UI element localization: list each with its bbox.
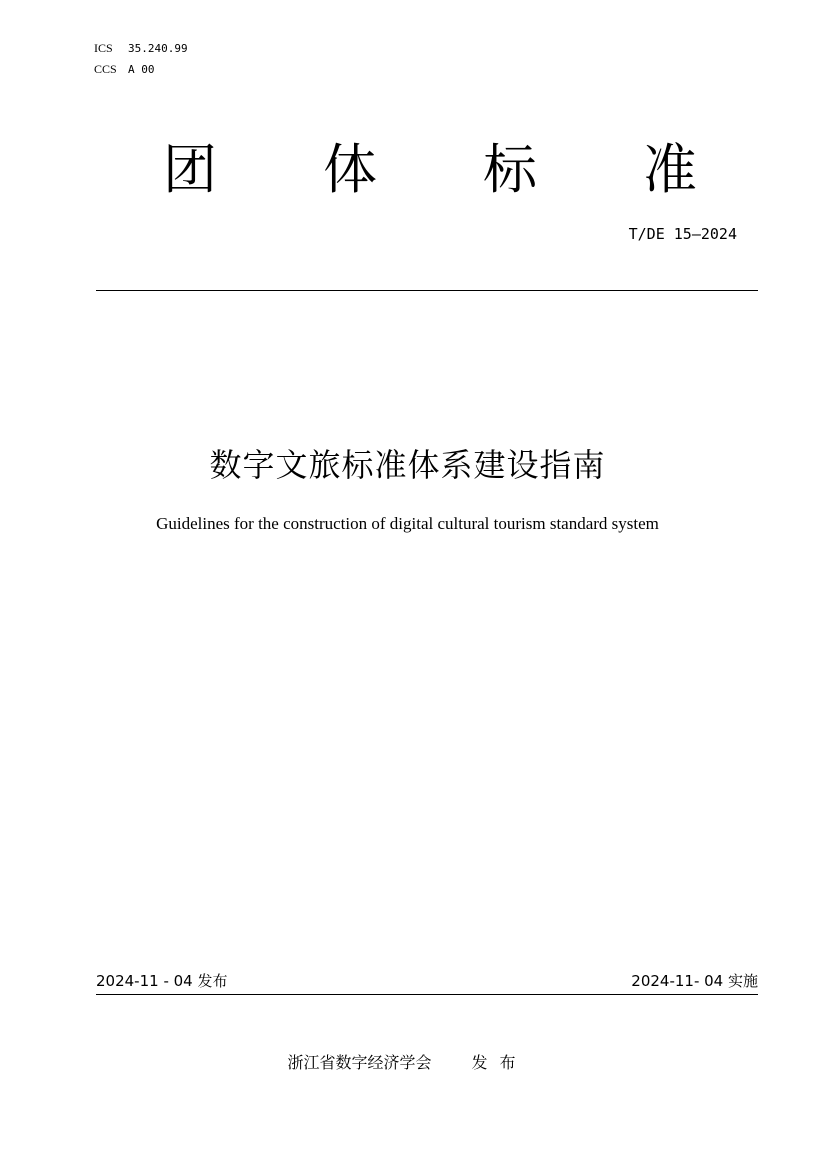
header-divider xyxy=(96,290,758,291)
publisher-row xyxy=(0,1051,815,1075)
document-type-heading xyxy=(150,130,710,210)
doc-type-char: 体 xyxy=(323,138,377,201)
ccs-code: A 00 xyxy=(128,63,155,76)
standard-number: T/DE 15—2024 xyxy=(628,225,737,243)
doc-type-char: 准 xyxy=(643,138,697,201)
title-chinese: 数字文旅标准体系建设指南 xyxy=(209,446,606,484)
ics-code: 35.240.99 xyxy=(128,42,188,55)
implementation-date: 2024-11- 04 实施 xyxy=(631,972,758,990)
ccs-line xyxy=(94,62,155,77)
publish-label: 发布 xyxy=(471,1053,528,1072)
publisher-name: 浙江省数字经济学会 xyxy=(287,1053,432,1072)
ics-line xyxy=(94,41,188,56)
issue-date: 2024-11 - 04 发布 xyxy=(96,972,228,990)
title-english: Guidelines for the construction of digital cultural tourism standard system xyxy=(156,514,659,533)
footer-divider xyxy=(96,994,758,995)
doc-type-char: 标 xyxy=(483,138,537,201)
ics-label: ICS xyxy=(94,41,113,55)
doc-type-char: 团 xyxy=(163,138,217,201)
ccs-label: CCS xyxy=(94,62,117,76)
